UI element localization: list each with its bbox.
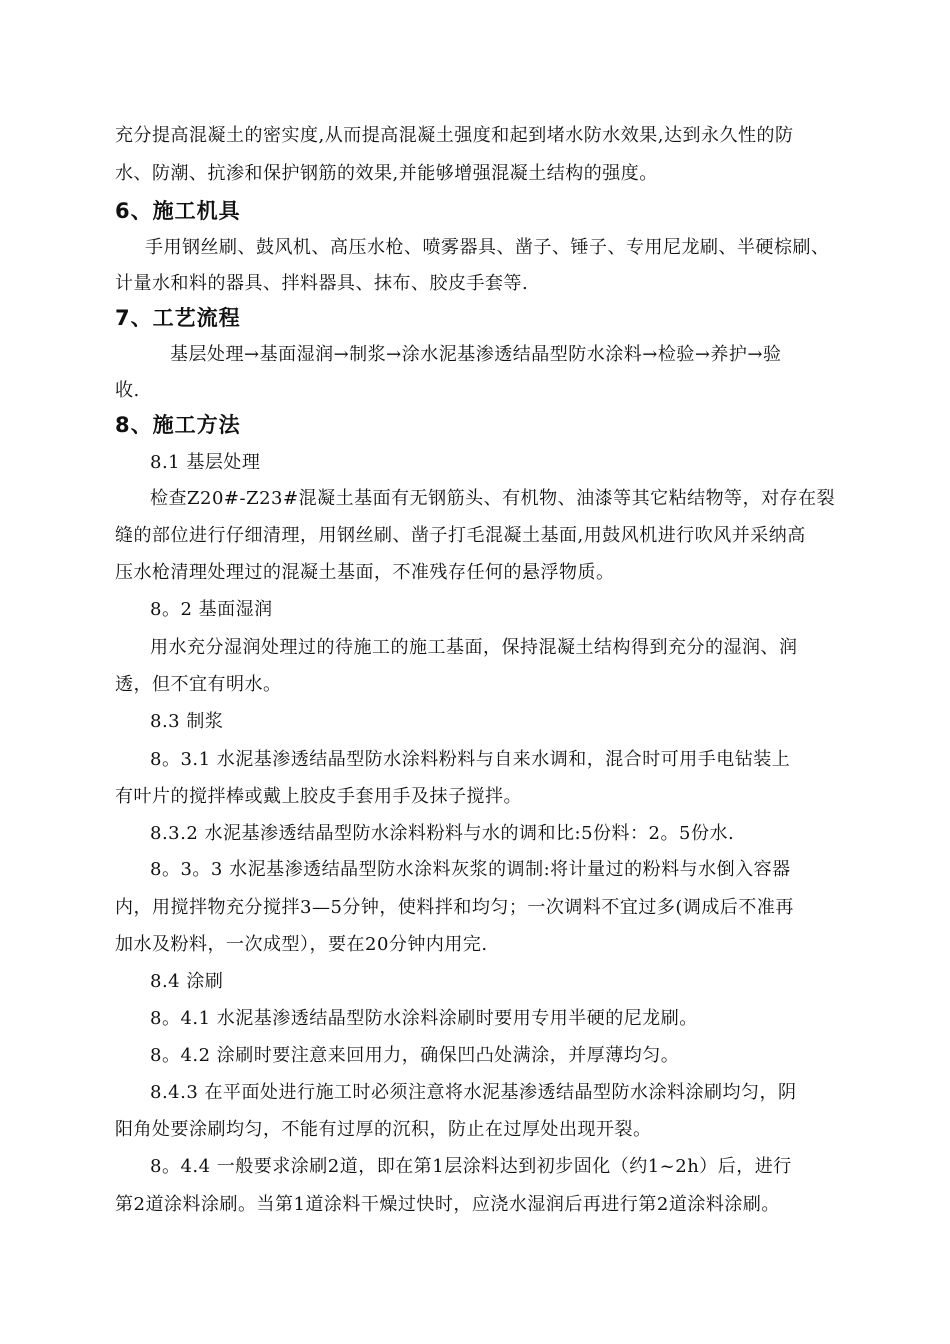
paragraph-line: 用水充分湿润处理过的待施工的施工基面，保持混凝土结构得到充分的湿润、润 (150, 637, 798, 658)
paragraph-line: 8。4.1 水泥基渗透结晶型防水涂料涂刷时要用专用半硬的尼龙刷。 (150, 1008, 698, 1029)
paragraph-line: 8。3.1 水泥基渗透结晶型防水涂料粉料与自来水调和，混合时可用手电钻装上 (150, 749, 791, 770)
paragraph-line: 充分提高混凝土的密实度,从而提高混凝土强度和起到堵水防水效果,达到永久性的防 (115, 125, 794, 146)
subsection-heading: 8.3 制浆 (150, 711, 224, 732)
subsection-heading: 8。2 基面湿润 (150, 599, 273, 620)
paragraph-line: 压水枪清理处理过的混凝土基面，不准残存任何的悬浮物质。 (115, 562, 615, 583)
paragraph-line: 手用钢丝刷、鼓风机、高压水枪、喷雾器具、凿子、锤子、专用尼龙刷、半硬棕刷、 (145, 237, 830, 258)
paragraph-line: 8。3。3 水泥基渗透结晶型防水涂料灰浆的调制:将计量过的粉料与水倒入容器 (150, 859, 791, 880)
subsection-heading: 8.1 基层处理 (150, 452, 261, 473)
subsection-heading: 8.4 涂刷 (150, 971, 224, 992)
paragraph-line: 计量水和料的器具、拌料器具、抹布、胶皮手套等. (115, 273, 529, 294)
paragraph-line: 8.3.2 水泥基渗透结晶型防水涂料粉料与水的调和比:5份料：2。5份水. (150, 823, 735, 844)
paragraph-line: 有叶片的搅拌棒或戴上胶皮手套用手及抹子搅拌。 (115, 786, 522, 807)
paragraph-line: 8。4.2 涂刷时要注意来回用力，确保凹凸处满涂，并厚薄均匀。 (150, 1045, 680, 1066)
paragraph-line: 缝的部位进行仔细清理，用钢丝刷、凿子打毛混凝土基面,用鼓风机进行吹风并采纳高 (115, 525, 806, 546)
paragraph-line: 水、防潮、抗渗和保护钢筋的效果,并能够增强混凝土结构的强度。 (115, 163, 658, 184)
paragraph-line: 阳角处要涂刷均匀，不能有过厚的沉积，防止在过厚处出现开裂。 (115, 1119, 652, 1140)
section-heading-6: 6、施工机具 (115, 199, 241, 223)
section-heading-7: 7、工艺流程 (115, 306, 241, 330)
paragraph-line: 检查Z20#-Z23#混凝土基面有无钢筋头、有机物、油漆等其它粘结物等，对存在裂 (150, 488, 836, 509)
paragraph-line: 8。4.4 一般要求涂刷2道，即在第1层涂料达到初步固化（约1~2h）后，进行 (150, 1156, 792, 1177)
paragraph-line: 第2道涂料涂刷。当第1道涂料干燥过快时，应浇水湿润后再进行第2道涂料涂刷。 (115, 1194, 780, 1215)
paragraph-line: 收. (115, 380, 140, 401)
paragraph-line: 内，用搅拌物充分搅拌3—5分钟，使料拌和均匀；一次调料不宜过多(调成后不准再 (115, 897, 794, 918)
paragraph-line: 加水及粉料，一次成型），要在20分钟内用完. (115, 934, 488, 955)
paragraph-line: 基层处理→基面湿润→制浆→涂水泥基渗透结晶型防水涂料→检验→养护→验 (170, 344, 782, 365)
section-heading-8: 8、施工方法 (115, 413, 241, 437)
paragraph-line: 透，但不宜有明水。 (115, 674, 282, 695)
paragraph-line: 8.4.3 在平面处进行施工时必须注意将水泥基渗透结晶型防水涂料涂刷均匀，阴 (150, 1082, 797, 1103)
